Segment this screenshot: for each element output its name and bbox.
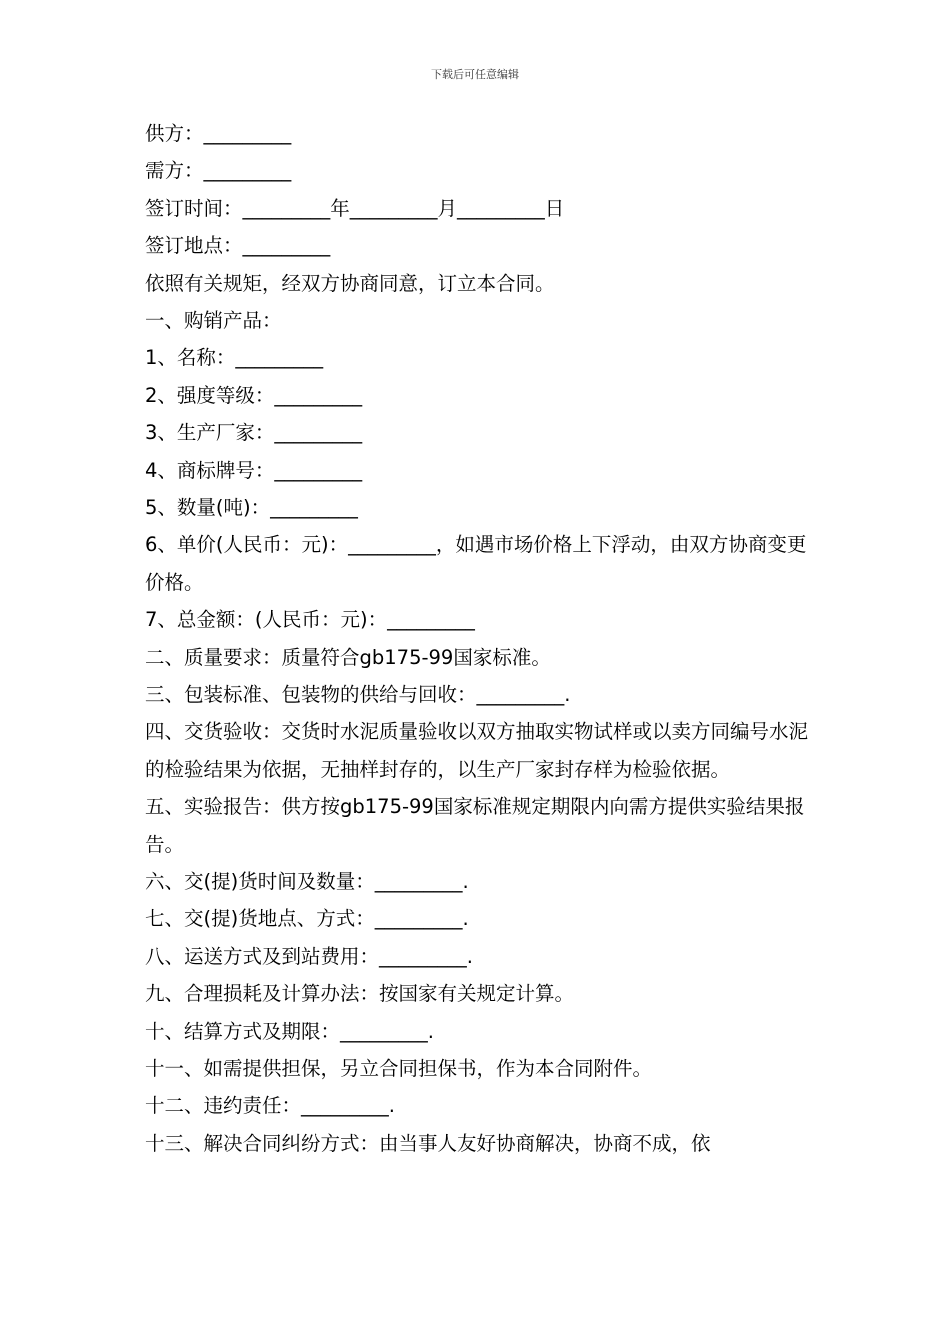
section-8-transport: 八、运送方式及到站费用：_________. — [145, 944, 473, 968]
preamble-line: 依照有关规矩，经双方协商同意，订立本合同。 — [145, 271, 555, 295]
item-total-amount-line: 7、总金额：(人民币：元)：_________ — [145, 608, 475, 632]
section-12-liability: 十二、违约责任：_________. — [145, 1094, 395, 1118]
signing-date-line: 签订时间：_________年_________月_________日 — [145, 196, 565, 220]
section-11-guarantee: 十一、如需提供担保，另立合同担保书，作为本合同附件。 — [145, 1056, 653, 1080]
page-header-note: 下载后可任意编辑 — [431, 68, 519, 81]
signing-place-line: 签订地点：_________ — [145, 234, 331, 258]
section-5-test-report: 五、实验报告：供方按gb175-99国家标准规定期限内向需方提供实验结果报告。 — [145, 795, 805, 856]
section-13-dispute: 十三、解决合同纠纷方式：由当事人友好协商解决，协商不成，依 — [145, 1131, 711, 1155]
buyer-line: 需方：_________ — [145, 159, 292, 183]
item-strength-line: 2、强度等级：_________ — [145, 383, 363, 407]
section-10-settlement: 十、结算方式及期限：_________. — [145, 1019, 434, 1043]
item-unit-price-paragraph: 6、单价(人民币：元)：_________，如遇市场价格上下浮动，由双方协商变更价格。 — [145, 533, 807, 594]
item-manufacturer-line: 3、生产厂家：_________ — [145, 421, 363, 445]
section-7-delivery-place: 七、交(提)货地点、方式：_________. — [145, 907, 469, 931]
item-quantity-line: 5、数量(吨)：_________ — [145, 495, 358, 519]
section-2-quality: 二、质量要求：质量符合gb175-99国家标准。 — [145, 645, 551, 669]
section-1-heading: 一、购销产品： — [145, 308, 282, 332]
supplier-line: 供方：_________ — [145, 122, 292, 145]
item-trademark-line: 4、商标牌号：_________ — [145, 458, 363, 482]
contract-body — [145, 115, 810, 1162]
section-3-packaging: 三、包装标准、包装物的供给与回收：_________. — [145, 682, 571, 706]
section-6-delivery-time: 六、交(提)货时间及数量：_________. — [145, 869, 469, 893]
item-name-line: 1、名称：_________ — [145, 346, 324, 370]
section-4-acceptance: 四、交货验收：交货时水泥质量验收以双方抽取实物试样或以卖方同编号水泥的检验结果为依据，无抽样封存的，以生产厂家封存样为检验依据。 — [145, 720, 809, 781]
section-9-loss: 九、合理损耗及计算办法：按国家有关规定计算。 — [145, 982, 575, 1006]
